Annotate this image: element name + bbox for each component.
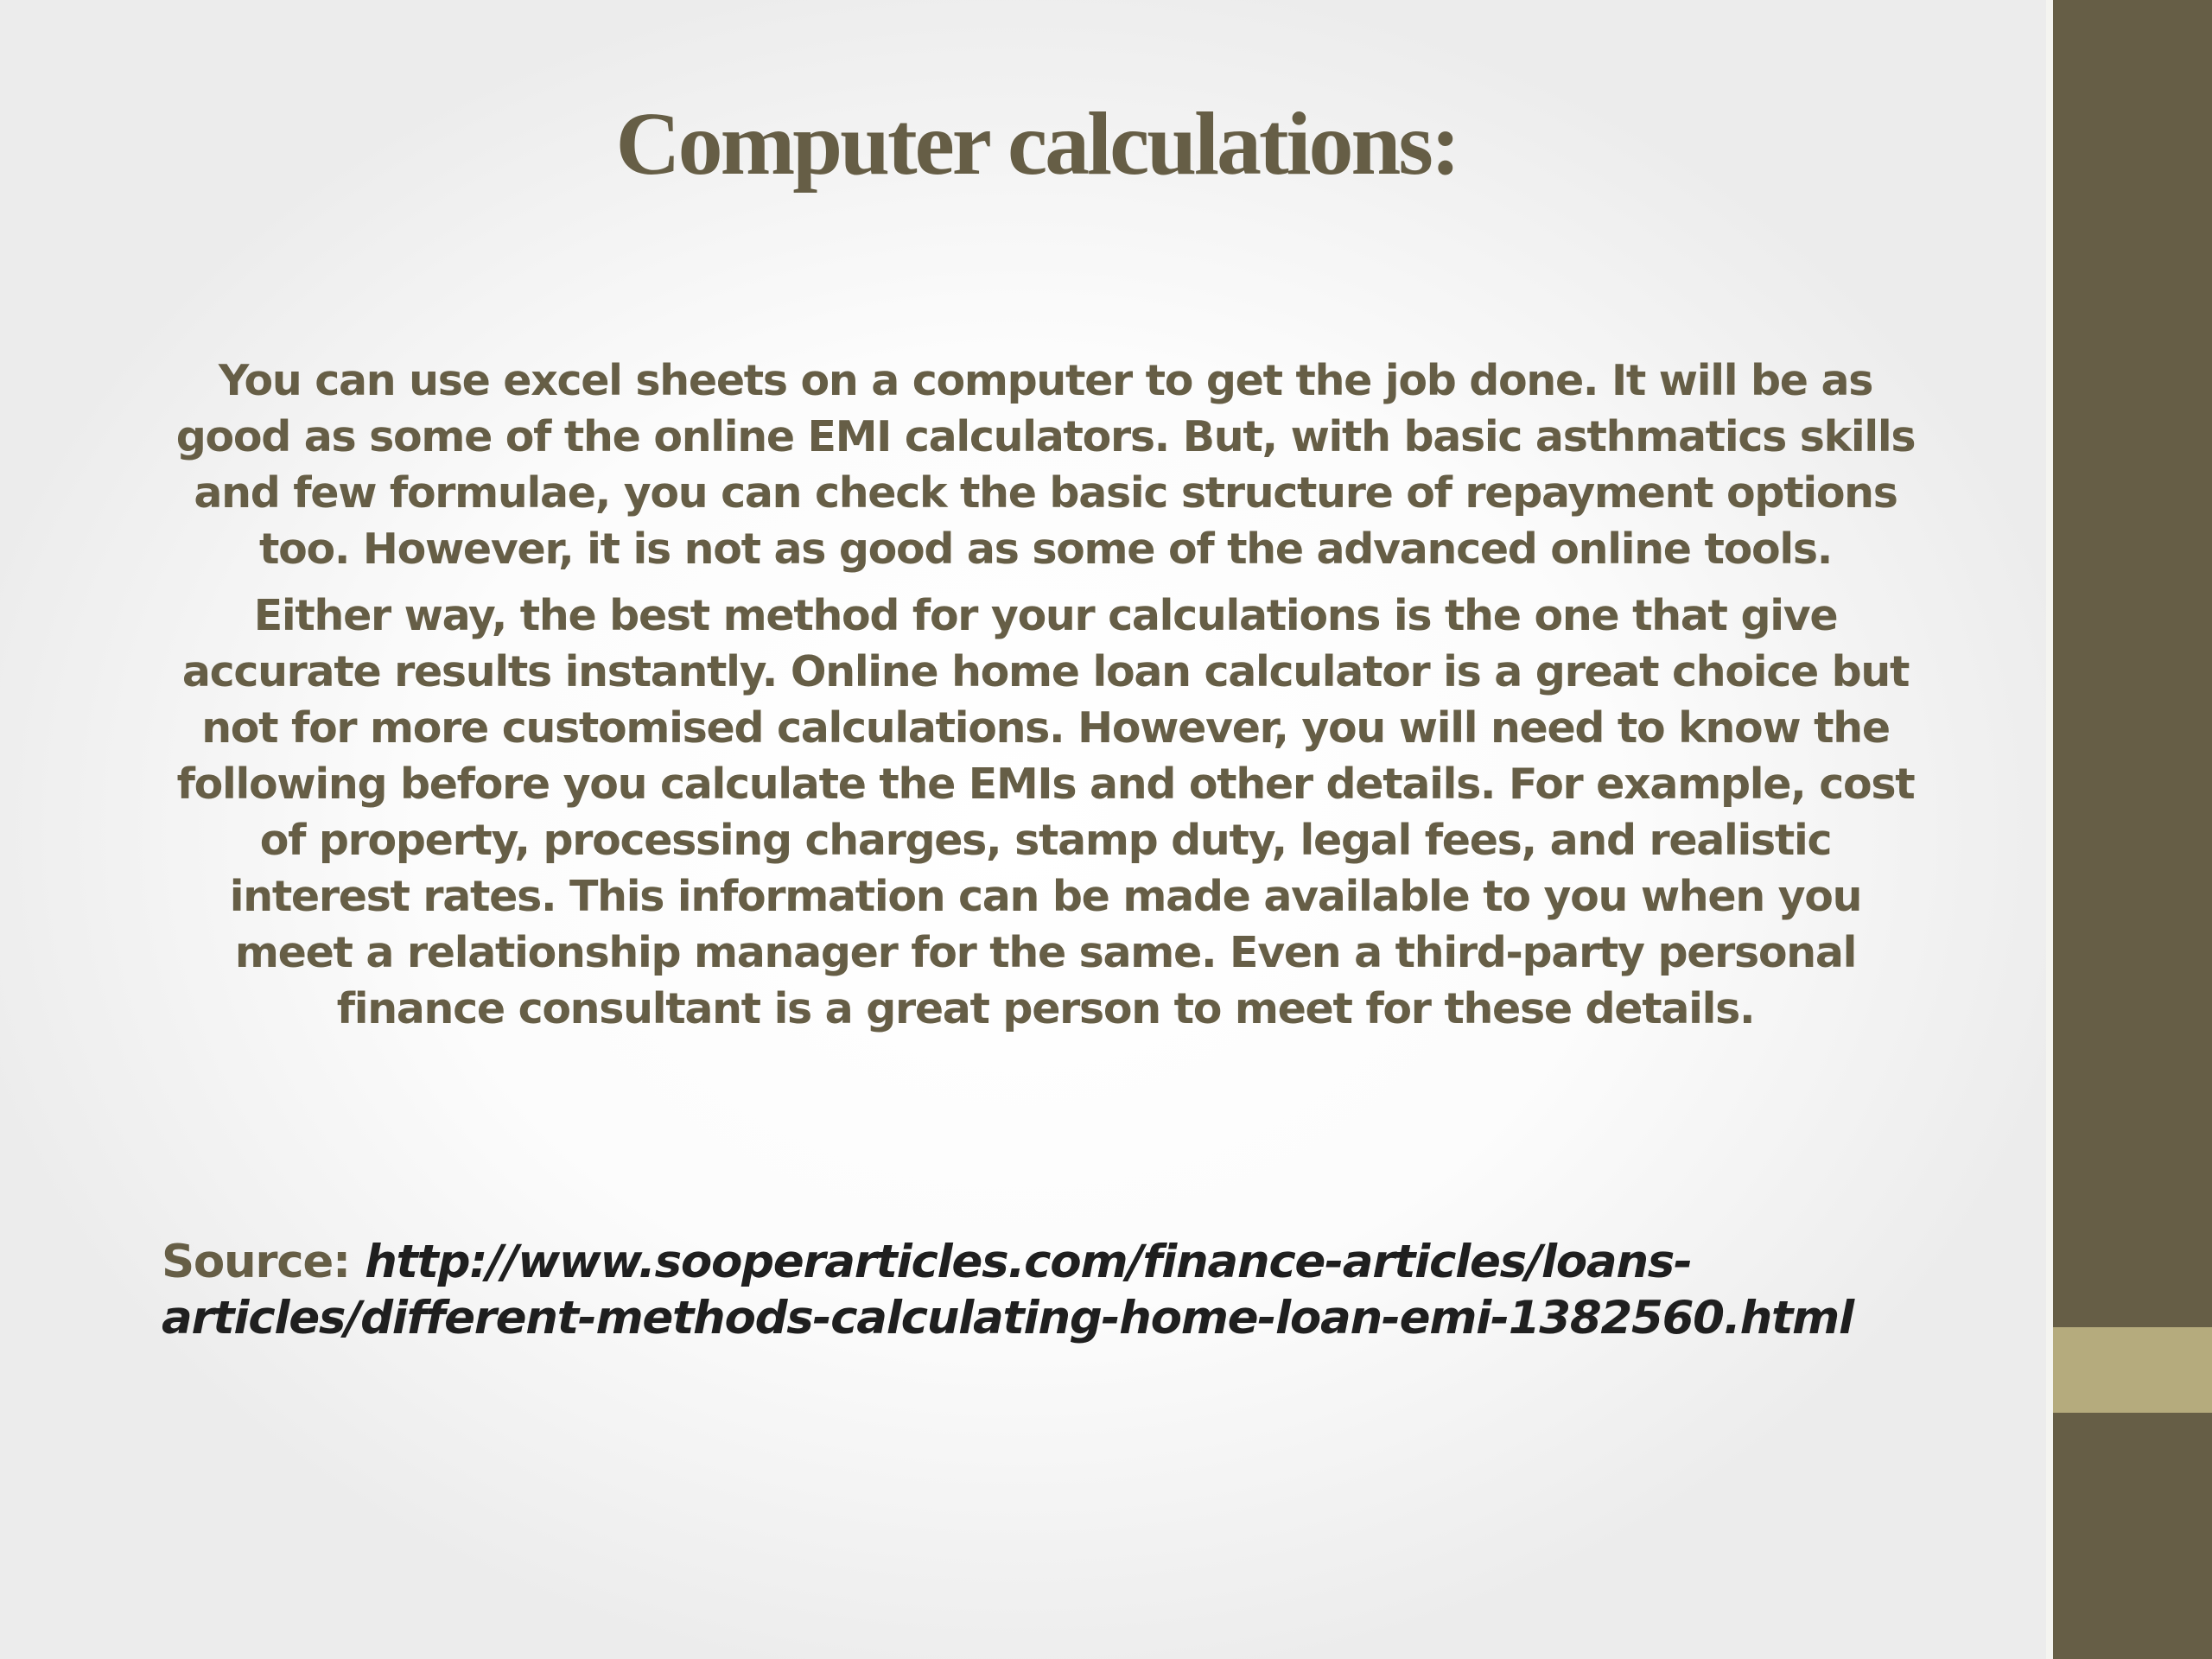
source-line	[162, 1234, 1976, 1346]
source-label: Source:	[162, 1236, 365, 1288]
sidebar-border	[2046, 0, 2053, 1659]
source-url: http://www.sooperarticles.com/finance-articles/loans-articles/different-methods-calculating-home-loan-emi-1382560.html	[162, 1236, 1853, 1344]
slide-body	[168, 353, 1923, 1037]
paragraph-either-way: Either way, the best method for your calculations is the one that give accurate results instantly. Online home loan calculator is a great choice but not for more customised calculations. However, you will need to know the following before you calculate the EMIs and other details. For example, cost of property, processing charges, stamp duty, legal fees, and realistic interest rates. This information can be made available to you when you meet a relationship manager for the same. Even a third-party personal finance consultant is a great person to meet for these details.	[176, 591, 1915, 1033]
paragraph-excel: You can use excel sheets on a computer to get the job done. It will be as good as some of the online EMI calculators. But, with basic asthmatics skills and few formulae, you can check the basic structure of repayment options too. However, it is not as good as some of the advanced online tools.	[175, 356, 1916, 574]
slide-title: Computer calculations:	[615, 94, 1459, 194]
sidebar-accent-block	[2053, 1327, 2212, 1413]
